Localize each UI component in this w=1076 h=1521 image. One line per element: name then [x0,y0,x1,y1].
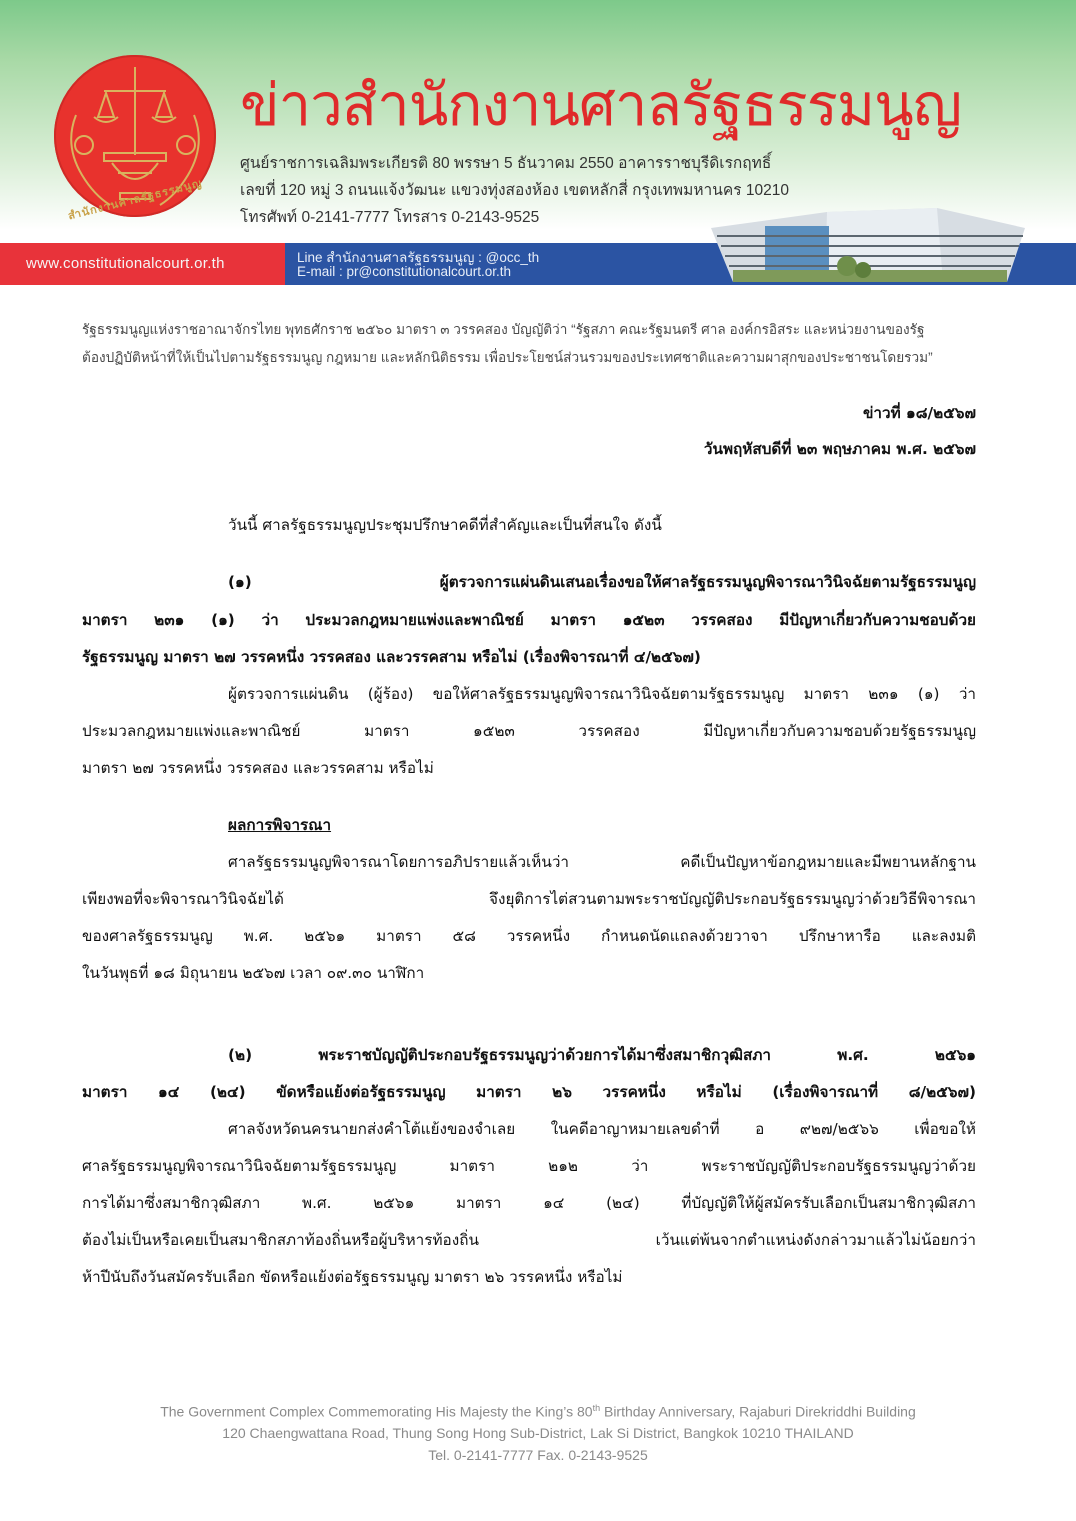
website-link[interactable]: www.constitutionalcourt.or.th [26,255,225,272]
case1-body: ผู้ตรวจการแผ่นดิน (ผู้ร้อง) ขอให้ศาลรัฐธรรมนูญพิจารณาวินิจฉัยตามรัฐธรรมนูญ มาตรา ๒๓๑ (๑) ว่า [228,685,976,703]
footer-phone-line: Tel. 0-2141-7777 Fax. 0-2143-9525 [428,1447,648,1463]
footer-address-line: 120 Chaengwattana Road, Thung Song Hong Sub-District, Lak Si District, Bangkok 10210 THAILAND [222,1425,854,1441]
case2-body: ต้องไม่เป็นหรือเคยเป็นสมาชิกสภาท้องถิ่นหรือผู้บริหารท้องถิ่น เว้นแต่พ้นจากตำแหน่งดังกล่าวมาแล้วไม่น้อยกว่า [82,1231,976,1249]
case1-body: มาตรา ๒๗ วรรคหนึ่ง วรรคสอง และวรรคสาม หรือไม่ [82,759,434,777]
case2-heading: (๒) พระราชบัญญัติประกอบรัฐธรรมนูญว่าด้วยการได้มาซึ่งสมาชิกวุฒิสภา พ.ศ. ๒๕๖๑ [228,1046,976,1064]
case2-body: การได้มาซึ่งสมาชิกวุฒิสภา พ.ศ. ๒๕๖๑ มาตรา ๑๔ (๒๔) ที่บัญญัติให้ผู้สมัครรับเลือกเป็นสมาชิกวุฒิสภา [82,1194,976,1212]
constitution-quote-line: รัฐธรรมนูญแห่งราชอาณาจักรไทย พุทธศักราช ๒๕๖๐ มาตรา ๓ วรรคสอง บัญญัติว่า “รัฐสภา คณะรัฐมนตรี ศาล องค์กรอิสระ และหน่วยงานของรัฐ [82,322,925,337]
case1-body: ประมวลกฎหมายแพ่งและพาณิชย์ มาตรา ๑๕๒๓ วรรคสอง มีปัญหาเกี่ยวกับความชอบด้วยรัฐธรรมนูญ [82,722,976,740]
website-band [0,243,285,285]
footer-text: The Government Complex Commemorating His Majesty the King’s 80 [160,1403,593,1420]
case1-result: ในวันพุธที่ ๑๘ มิถุนายน ๒๕๖๗ เวลา ๐๙.๓๐ นาฬิกา [82,964,425,982]
case1-heading: มาตรา ๒๓๑ (๑) ว่า ประมวลกฎหมายแพ่งและพาณิชย์ มาตรา ๑๕๒๓ วรรคสอง มีปัญหาเกี่ยวกับความชอบด้วย [82,611,976,629]
case2-heading: มาตรา ๑๔ (๒๔) ขัดหรือแย้งต่อรัฐธรรมนูญ มาตรา ๒๖ วรรคหนึ่ง หรือไม่ (เรื่องพิจารณาที่ ๘/๒๕๖๗) [82,1083,976,1101]
footer-ordinal: th [592,1403,601,1413]
page-title: ข่าวสำนักงานศาลรัฐธรรมนูญ [240,71,962,139]
logo-caption: สำนักงานศาลรัฐธรรมนูญ [66,176,204,223]
email-contact[interactable]: E-mail : pr@constitutionalcourt.or.th [297,264,512,279]
phone-fax-line: โทรศัพท์ 0-2141-7777 โทรสาร 0-2143-9525 [240,209,540,226]
case2-body: ห้าปีนับถึงวันสมัครรับเลือก ขัดหรือแย้งต่อรัฐธรรมนูญ มาตรา ๒๖ วรรคหนึ่ง หรือไม่ [82,1268,623,1286]
footer-address-line [100,1403,976,1420]
case1-heading: (๑) ผู้ตรวจการแผ่นดินเสนอเรื่องขอให้ศาลรัฐธรรมนูญพิจารณาวินิจฉัยตามรัฐธรรมนูญ [228,573,976,591]
address-line: ศูนย์ราชการเฉลิมพระเกียรติ 80 พรรษา 5 ธันวาคม 2550 อาคารราชบุรีดิเรกฤทธิ์ [240,155,772,172]
address-line: เลขที่ 120 หมู่ 3 ถนนแจ้งวัฒนะ แขวงทุ่งสองห้อง เขตหลักสี่ กรุงเทพมหานคร 10210 [240,182,789,199]
constitution-quote-line: ต้องปฏิบัติหน้าที่ให้เป็นไปตามรัฐธรรมนูญ กฎหมาย และหลักนิติธรรม เพื่อประโยชน์ส่วนรวมของประเทศชาติและความผาสุกของประชาชนโดยรวม” [82,350,933,365]
case2-body: ศาลรัฐธรรมนูญพิจารณาวินิจฉัยตามรัฐธรรมนูญ มาตรา ๒๑๒ ว่า พระราชบัญญัติประกอบรัฐธรรมนูญว่าด้วย [82,1157,976,1175]
case1-result: ของศาลรัฐธรรมนูญ พ.ศ. ๒๕๖๑ มาตรา ๕๘ วรรคหนึ่ง กำหนดนัดแถลงด้วยวาจา ปรึกษาหารือ และลงมติ [82,927,976,945]
news-date: วันพฤหัสบดีที่ ๒๓ พฤษภาคม พ.ศ. ๒๕๖๗ [703,440,976,458]
case1-result: ศาลรัฐธรรมนูญพิจารณาโดยการอภิปรายแล้วเห็นว่า คดีเป็นปัญหาข้อกฎหมายและมีพยานหลักฐาน [228,853,976,871]
footer-text: Birthday Anniversary, Rajaburi Direkriddhi Building [600,1403,916,1420]
case2-body: ศาลจังหวัดนครนายกส่งคำโต้แย้งของจำเลย ในคดีอาญาหมายเลขดำที่ อ ๙๒๗/๒๕๖๖ เพื่อขอให้ [228,1120,976,1138]
intro-text: วันนี้ ศาลรัฐธรรมนูญประชุมปรึกษาคดีที่สำคัญและเป็นที่สนใจ ดังนี้ [228,516,662,534]
court-building-image [707,200,1033,282]
case1-heading: รัฐธรรมนูญ มาตรา ๒๗ วรรคหนึ่ง วรรคสอง และวรรคสาม หรือไม่ (เรื่องพิจารณาที่ ๔/๒๕๖๗) [82,648,701,666]
line-contact: Line สำนักงานศาลรัฐธรรมนูญ : @occ_th [297,250,540,265]
result-heading: ผลการพิจารณา [228,816,332,834]
letterhead [0,0,1076,290]
case1-result: เพียงพอที่จะพิจารณาวินิจฉัยได้ จึงยุติการไต่สวนตามพระราชบัญญัติประกอบรัฐธรรมนูญว่าด้วยวิธีพิจารณา [82,890,976,908]
news-number: ข่าวที่ ๑๘/๒๕๖๗ [862,404,976,422]
